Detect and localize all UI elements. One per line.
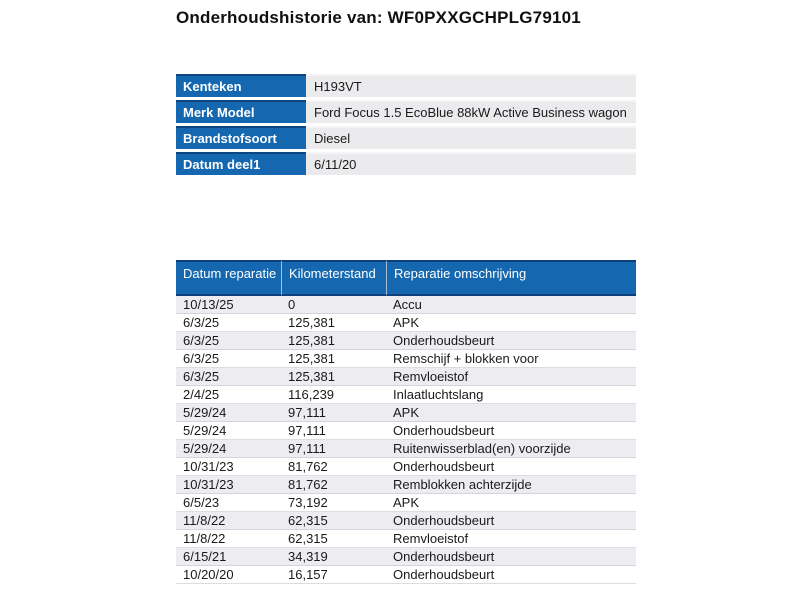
cell-description: Onderhoudsbeurt	[386, 548, 636, 566]
cell-description: Onderhoudsbeurt	[386, 566, 636, 584]
vehicle-info-label: Datum deel1	[176, 152, 306, 178]
cell-odometer: 97,111	[281, 404, 386, 422]
maintenance-row	[176, 332, 636, 350]
cell-date: 6/3/25	[176, 368, 281, 386]
cell-odometer: 34,319	[281, 548, 386, 566]
vehicle-info-label: Brandstofsoort	[176, 126, 306, 152]
maintenance-row	[176, 422, 636, 440]
maintenance-row	[176, 440, 636, 458]
vehicle-info-value: Diesel	[306, 126, 636, 152]
cell-description: APK	[386, 314, 636, 332]
cell-date: 10/31/23	[176, 458, 281, 476]
cell-date: 5/29/24	[176, 440, 281, 458]
cell-description: Onderhoudsbeurt	[386, 458, 636, 476]
cell-odometer: 97,111	[281, 440, 386, 458]
cell-odometer: 125,381	[281, 332, 386, 350]
maintenance-row	[176, 548, 636, 566]
cell-date: 6/3/25	[176, 350, 281, 368]
cell-description: Inlaatluchtslang	[386, 386, 636, 404]
cell-description: Remvloeistof	[386, 368, 636, 386]
cell-date: 10/20/20	[176, 566, 281, 584]
cell-date: 5/29/24	[176, 404, 281, 422]
maintenance-row	[176, 458, 636, 476]
cell-odometer: 81,762	[281, 458, 386, 476]
cell-description: Onderhoudsbeurt	[386, 422, 636, 440]
vehicle-info-body	[176, 74, 636, 178]
maintenance-row	[176, 494, 636, 512]
vehicle-info-label: Merk Model	[176, 100, 306, 126]
cell-description: Remblokken achterzijde	[386, 476, 636, 494]
maintenance-row	[176, 566, 636, 584]
cell-date: 6/5/23	[176, 494, 281, 512]
cell-date: 6/15/21	[176, 548, 281, 566]
maintenance-row	[176, 476, 636, 494]
vehicle-info-value: H193VT	[306, 74, 636, 100]
cell-date: 6/3/25	[176, 314, 281, 332]
cell-description: Ruitenwisserblad(en) voorzijde	[386, 440, 636, 458]
column-header: Datum reparatie	[176, 260, 281, 296]
cell-odometer: 97,111	[281, 422, 386, 440]
maintenance-row	[176, 314, 636, 332]
cell-date: 11/8/22	[176, 512, 281, 530]
maintenance-row	[176, 368, 636, 386]
maintenance-row	[176, 296, 636, 314]
cell-description: Onderhoudsbeurt	[386, 332, 636, 350]
cell-odometer: 116,239	[281, 386, 386, 404]
cell-odometer: 62,315	[281, 530, 386, 548]
vehicle-info-label: Kenteken	[176, 74, 306, 100]
vehicle-info-row	[176, 74, 636, 100]
vehicle-info-value: 6/11/20	[306, 152, 636, 178]
cell-odometer: 62,315	[281, 512, 386, 530]
cell-description: APK	[386, 494, 636, 512]
column-header: Reparatie omschrijving	[386, 260, 636, 296]
cell-date: 6/3/25	[176, 332, 281, 350]
page-title: Onderhoudshistorie van: WF0PXXGCHPLG79101	[176, 8, 581, 27]
maintenance-row	[176, 512, 636, 530]
cell-description: Remvloeistof	[386, 530, 636, 548]
cell-date: 11/8/22	[176, 530, 281, 548]
cell-date: 2/4/25	[176, 386, 281, 404]
cell-odometer: 125,381	[281, 314, 386, 332]
maintenance-row	[176, 404, 636, 422]
column-header: Kilometerstand	[281, 260, 386, 296]
maintenance-row	[176, 350, 636, 368]
cell-description: Remschijf + blokken voor	[386, 350, 636, 368]
cell-odometer: 125,381	[281, 368, 386, 386]
maintenance-row	[176, 386, 636, 404]
cell-odometer: 73,192	[281, 494, 386, 512]
cell-description: Accu	[386, 296, 636, 314]
vehicle-info-table	[176, 74, 636, 178]
vehicle-info-row	[176, 126, 636, 152]
vehicle-info-value: Ford Focus 1.5 EcoBlue 88kW Active Business wagon	[306, 100, 636, 126]
cell-date: 10/13/25	[176, 296, 281, 314]
maintenance-table	[176, 260, 636, 584]
maintenance-header-row	[176, 260, 636, 296]
vehicle-info-row	[176, 152, 636, 178]
maintenance-body	[176, 296, 636, 584]
report-content	[176, 8, 636, 584]
maintenance-row	[176, 530, 636, 548]
cell-odometer: 81,762	[281, 476, 386, 494]
cell-date: 10/31/23	[176, 476, 281, 494]
cell-odometer: 0	[281, 296, 386, 314]
cell-odometer: 16,157	[281, 566, 386, 584]
vehicle-info-row	[176, 100, 636, 126]
cell-odometer: 125,381	[281, 350, 386, 368]
cell-date: 5/29/24	[176, 422, 281, 440]
cell-description: Onderhoudsbeurt	[386, 512, 636, 530]
cell-description: APK	[386, 404, 636, 422]
